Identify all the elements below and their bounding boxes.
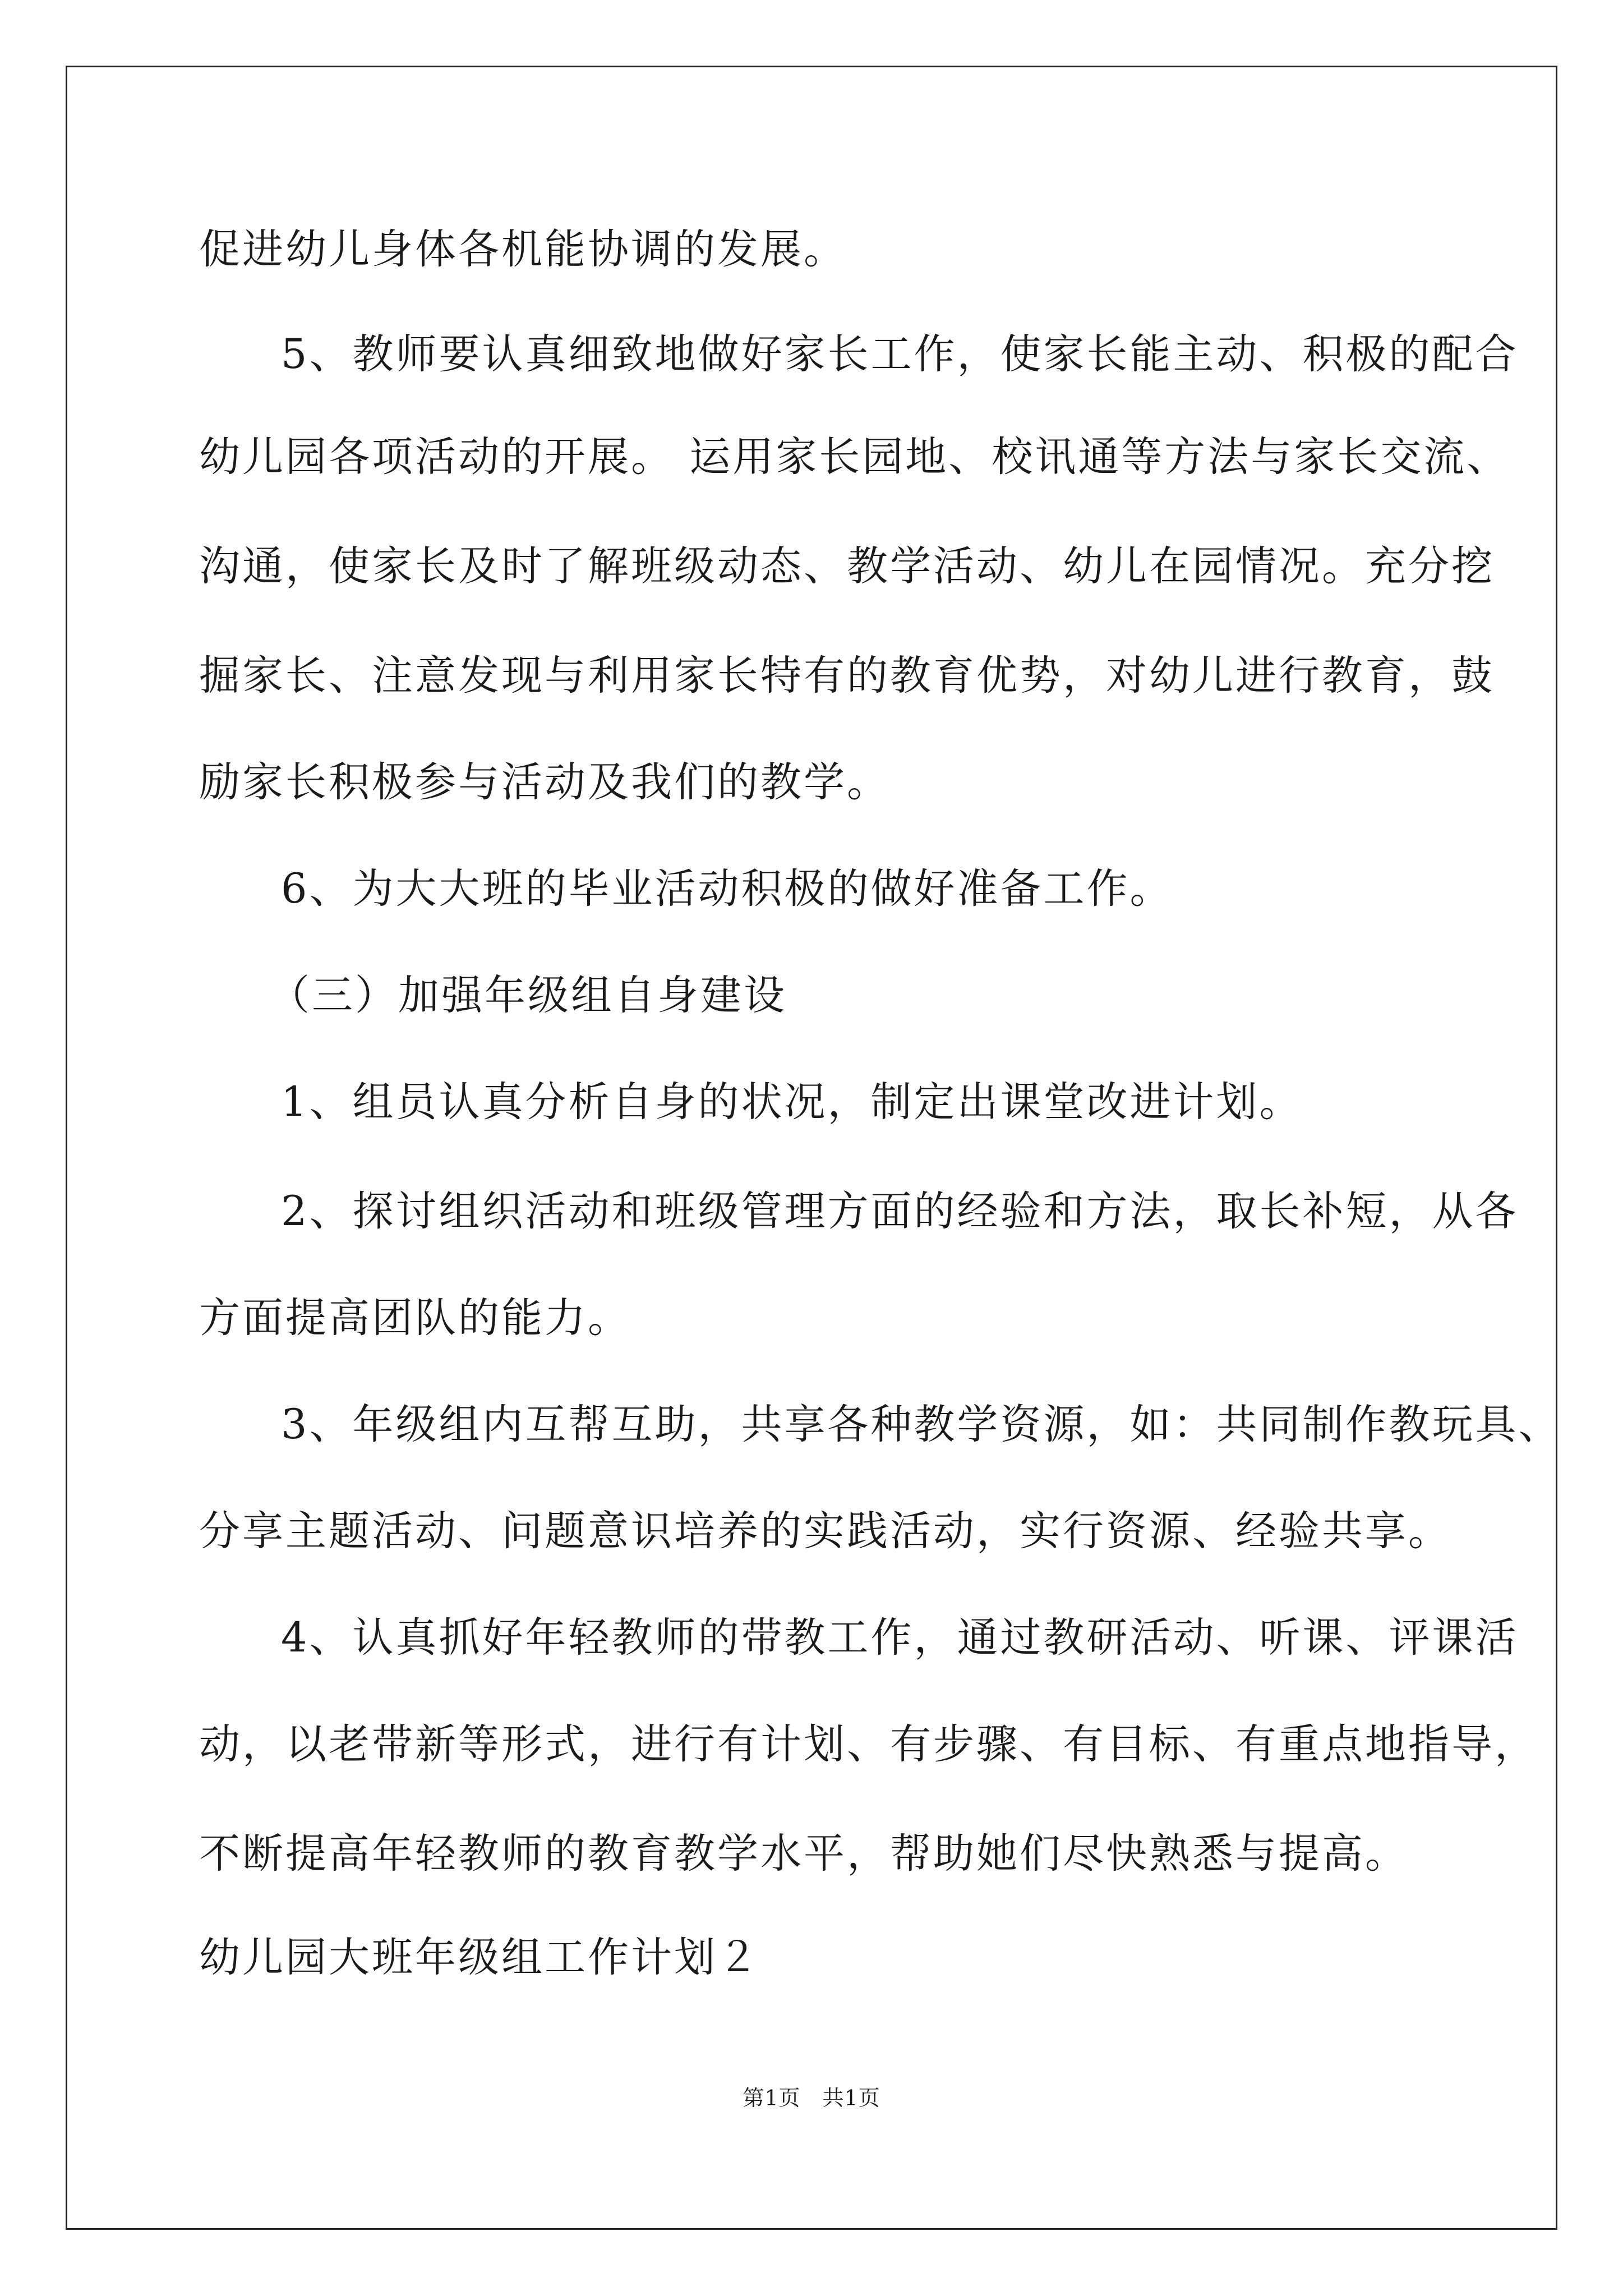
paragraph-line: 分享主题活动、问题意识培养的实践活动，实行资源、经验共享。 bbox=[199, 1507, 1451, 1555]
document-title: 幼儿园大班年级组工作计划２ bbox=[199, 1934, 760, 1981]
paragraph-line: 掘家长、注意发现与利用家长特有的教育优势，对幼儿进行教育，鼓 bbox=[199, 652, 1495, 700]
paragraph-line: 沟通，使家长及时了解班级动态、教学活动、幼儿在园情况。充分挖 bbox=[199, 542, 1495, 590]
page-border bbox=[66, 66, 1557, 2230]
paragraph-line: 6、为大大班的毕业活动积极的做好准备工作。 bbox=[281, 865, 1173, 913]
paragraph-line: 动，以老带新等形式，进行有计划、有步骤、有目标、有重点地指导， bbox=[199, 1720, 1538, 1768]
paragraph-line: 幼儿园各项活动的开展。 运用家长园地、校讯通等方法与家长交流、 bbox=[199, 433, 1510, 481]
paragraph-line: 5、教师要认真细致地做好家长工作，使家长能主动、积极的配合 bbox=[281, 330, 1519, 378]
paragraph-line: 3、年级组内互帮互助，共享各种教学资源，如：共同制作教玩具、 bbox=[281, 1401, 1562, 1448]
paragraph-line: 4、认真抓好年轻教师的带教工作，通过教研活动、听课、评课活 bbox=[281, 1614, 1519, 1662]
paragraph-line: 不断提高年轻教师的教育教学水平，帮助她们尽快熟悉与提高。 bbox=[199, 1830, 1408, 1878]
paragraph-line: 促进幼儿身体各机能协调的发展。 bbox=[199, 226, 847, 273]
paragraph-line: 励家长积极参与活动及我们的教学。 bbox=[199, 758, 890, 806]
paragraph-line: 方面提高团队的能力。 bbox=[199, 1294, 631, 1342]
page-footer: 第1页 共1页 bbox=[743, 2086, 880, 2110]
section-heading: （三）加强年级组自身建设 bbox=[269, 972, 787, 1019]
paragraph-line: 2、探讨组织活动和班级管理方面的经验和方法，取长补短，从各 bbox=[281, 1188, 1519, 1235]
paragraph-line: 1、组员认真分析自身的状况，制定出课堂改进计划。 bbox=[281, 1078, 1303, 1126]
